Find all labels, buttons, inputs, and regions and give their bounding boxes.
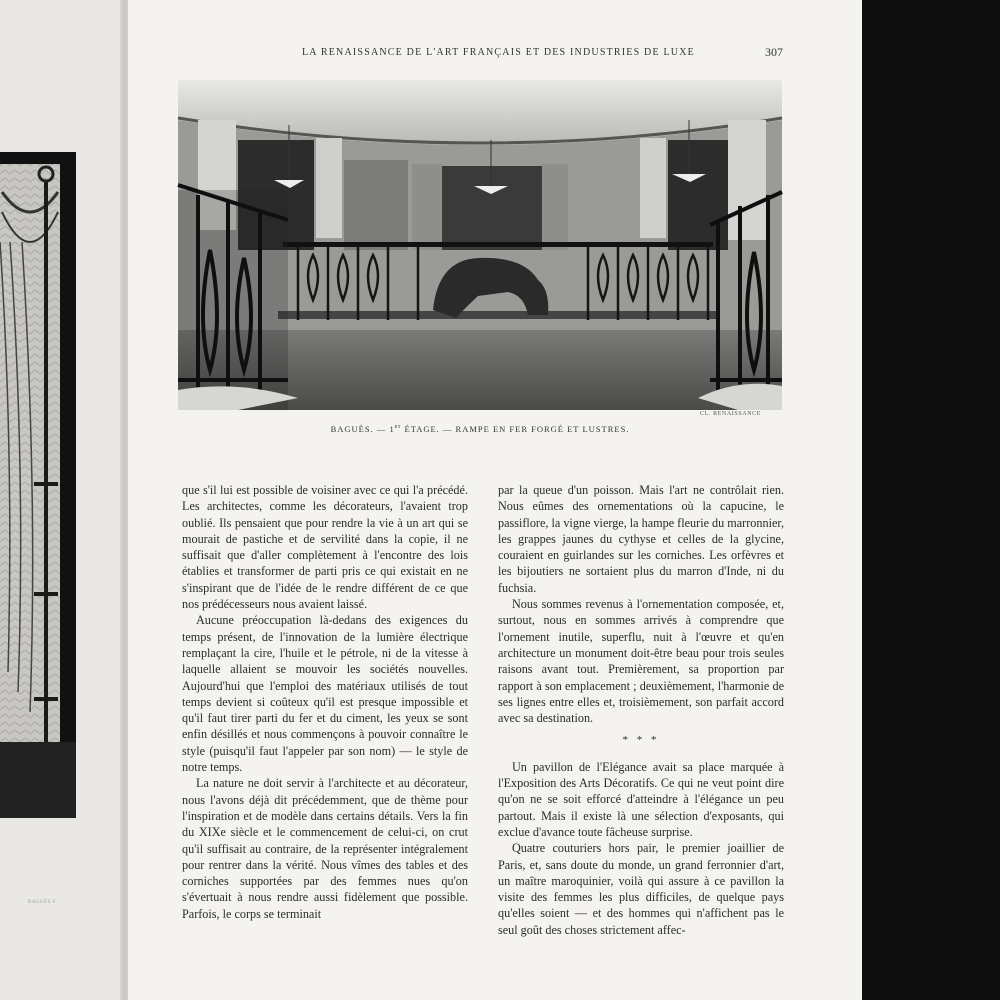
caption-superscript: er — [394, 424, 402, 431]
staircase-photo — [178, 80, 782, 410]
facing-photo-credit: BAGUÈS F. — [28, 900, 58, 905]
running-head: LA RENAISSANCE DE L'ART FRANÇAIS ET DES INDUSTRIES DE LUXE — [302, 47, 695, 58]
wrought-iron-balustrade-illustration — [178, 80, 782, 410]
facing-page-photo — [0, 152, 76, 905]
photo-caption — [178, 424, 782, 434]
caption-text-2: ÉTAGE. — RAMPE EN FER FORGÉ ET LUSTRES. — [401, 424, 630, 434]
caption-text-1: BAGUÈS. — 1 — [330, 424, 395, 434]
paragraph: Aucune préoccupation là-dedans des exigences du temps présent, de l'innovation de la lumière électrique remplaçant la cire, l'huile et le pétrole, ni de la vitesse à laquelle allaient se mouvoir les sociétés nouvelles. Aujourd'hui que l'emploi des matériaux utilisés de tout temps devient si coûteux qu'il est presque impossible et qu'il faut tirer parti du fer et du ciment, les yeux se sont enfin désillés et nous commençons à pouvoir connaître le style (puisqu'il faut l'appeler par son nom) — le style de notre temps. — [182, 613, 468, 775]
paragraph: par la queue d'un poisson. Mais l'art ne contrôlait rien. Nous eûmes des ornementations où la capucine, le passiflore, la vigne vierge, la hampe fleurie du marronnier, les grappes jaunes du cythyse et celles de la glycine, couraient en guirlandes sur les corniches. Les orfèvres et les bijoutiers ne sortaient plus du marron d'Inde, ni du fuchsia. — [498, 483, 784, 595]
background-edge — [862, 0, 1000, 1000]
page-number: 307 — [765, 45, 783, 59]
curtain-grille-illustration — [0, 152, 76, 818]
paragraph: La nature ne doit servir à l'architecte et au décorateur, nous l'avons déjà dit précédemment, que de thème pour l'inspiration et de modèle dans certains détails. Vers la fin du XIXe siècle et le commencement de celui-ci, on crut qu'il suffisait au contraire, de la représenter intégralement pour rentrer dans la vérité. Nous vîmes des tables et des corniches supportées par des femmes nues qu'on s'évertuait à nous rendre aussi fidèlement que possible. Parfois, le corps se terminait — [182, 776, 468, 921]
section-break-asterism: * * * — [622, 734, 660, 747]
facing-page — [0, 0, 128, 1000]
text-column-left — [182, 482, 468, 922]
paragraph: Quatre couturiers hors pair, le premier joaillier de Paris, et, sans doute du monde, un grand ferronnier d'art, un maître maroquinier, voilà qui assure à ce pavillon la visite des femmes les plus difficiles, de quelque pays qu'elles soient — et des hommes qui n'affichent pas le seul goût des choses strictement affec- — [498, 841, 784, 937]
paragraph: que s'il lui est possible de voisiner avec ce qui l'a précédé. Les architectes, comme les décorateurs, l'avaient trop oublié. Ils pensaient que pour rendre la vie à un art qui se mourait de pastiche et de servilité dans la copie, il ne suffisait que d'aller complètement à l'encontre des lois établies et transformer de parti pris ce qui existait en ne s'inspirant que de l'idée de le rendre différent de ce que nos prédécesseurs nous avaient laissé. — [182, 483, 468, 612]
paragraph: Nous sommes revenus à l'ornementation composée, et, surtout, nous en sommes arrivés à comprendre que l'ornement inutile, superflu, nuit à l'œuvre et qu'en architecture un monument doit-être beau pour trois seules raisons avant tout. Premièrement, sa proportion par rapport à son emplacement ; deuxièmement, l'harmonie de ses lignes entre elles et, troisièmement, son parfait accord avec sa destination. — [498, 597, 784, 726]
paragraph: Un pavillon de l'Elégance avait sa place marquée à l'Exposition des Arts Décoratifs. Ce qui ne veut point dire qu'on ne se soit efforcé d'atteindre à l'élégance un peu partout. Mais il existe là une sélection d'exposants, qui exclue d'avance toute fâcheuse surprise. — [498, 759, 784, 839]
photo-credit: CL. RENAISSANCE — [700, 411, 762, 417]
text-column-right — [498, 482, 784, 938]
